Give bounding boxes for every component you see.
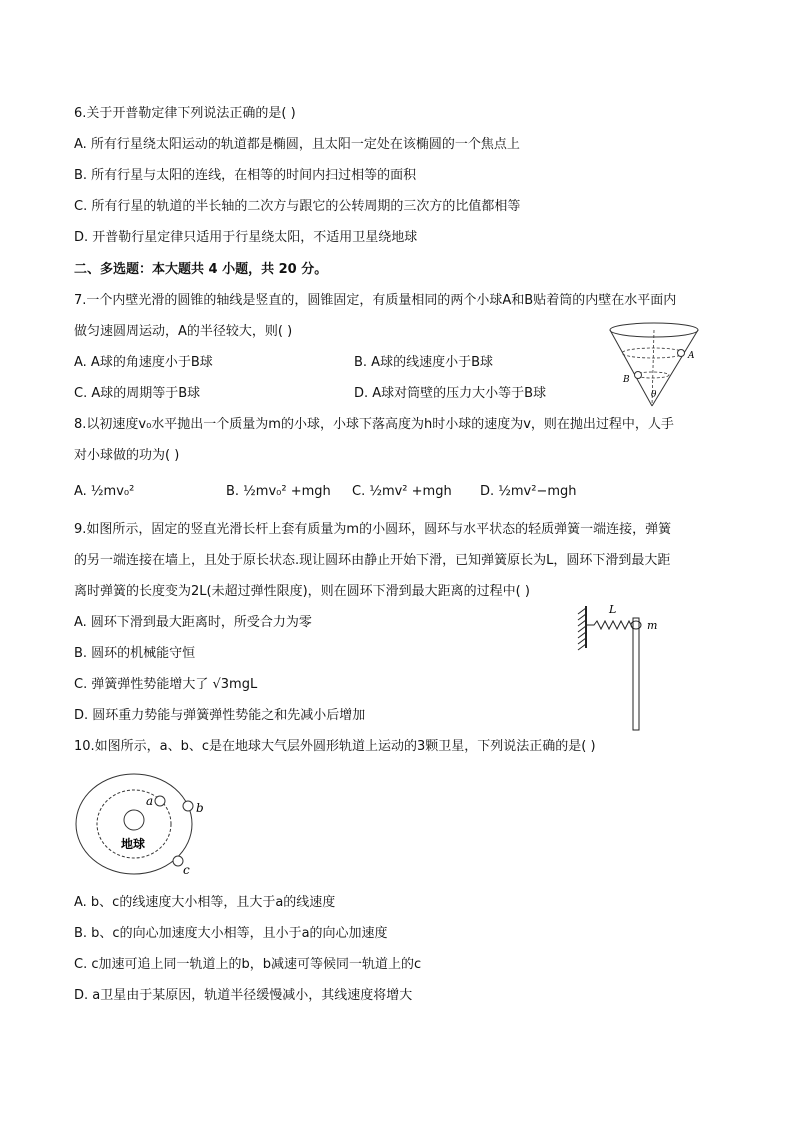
q10-stem: 10.如图所示，a、b、c是在地球大气层外圆形轨道上运动的3颗卫星，下列说法正确的是( ): [74, 739, 596, 754]
q10-option-a: A. b、c的线速度大小相等，且大于a的线速度: [74, 895, 336, 910]
cone-label-a: A: [688, 351, 695, 361]
q8-option-c: C. ½mv² +mgh: [352, 484, 452, 499]
q6-option-d: D. 开普勒行星定律只适用于行星绕太阳，不适用卫星绕地球: [74, 230, 418, 245]
orbit-figure: [72, 768, 212, 880]
q10-option-b: B. b、c的向心加速度大小相等，且小于a的向心加速度: [74, 926, 388, 941]
q10-option-d: D. a卫星由于某原因，轨道半径缓慢减小，其线速度将增大: [74, 988, 413, 1003]
q6-option-b: B. 所有行星与太阳的连线，在相等的时间内扫过相等的面积: [74, 168, 417, 183]
satellite-label-a: a: [146, 794, 154, 808]
q9-stem-line1: 9.如图所示，固定的竖直光滑长杆上套有质量为m的小圆环，圆环与水平状态的轻质弹簧一端连接，弹簧: [74, 522, 672, 537]
q7-option-c: C. A球的周期等于B球: [74, 386, 201, 401]
q7-stem-line2: 做匀速圆周运动，A的半径较大，则( ): [74, 324, 293, 339]
q8-stem-line1: 8.以初速度v₀水平抛出一个质量为m的小球，小球下落高度为h时小球的速度为v，则在抛出过程中，人手: [74, 417, 674, 432]
satellite-label-c: c: [183, 863, 190, 877]
cone-label-b: B: [623, 375, 630, 385]
section-multiple-choice-header: 二、多选题：本大题共 4 小题，共 20 分。: [74, 262, 328, 277]
q7-option-b: B. A球的线速度小于B球: [354, 355, 493, 370]
q10-option-c: C. c加速可追上同一轨道上的b，b减速可等候同一轨道上的c: [74, 957, 422, 972]
q8-stem-line2: 对小球做的功为( ): [74, 448, 180, 463]
q6-option-c: C. 所有行星的轨道的半长轴的二次方与跟它的公转周期的三次方的比值都相等: [74, 199, 521, 214]
q9-option-b: B. 圆环的机械能守恒: [74, 646, 196, 661]
q6-stem: 6.关于开普勒定律下列说法正确的是( ): [74, 106, 296, 121]
q9-stem-line3: 离时弹簧的长度变为2L(未超过弹性限度)，则在圆环下滑到最大距离的过程中( ): [74, 584, 530, 599]
q7-option-d: D. A球对筒壁的压力大小等于B球: [354, 386, 547, 401]
cone-figure: [602, 322, 714, 412]
earth-label: 地球: [121, 837, 146, 851]
q9-option-d: D. 圆环重力势能与弹簧弹性势能之和先减小后增加: [74, 708, 366, 723]
q9-option-c: C. 弹簧弹性势能增大了 √3mgL: [74, 677, 258, 692]
spring-label-l: L: [609, 603, 617, 616]
cone-label-theta: θ: [651, 390, 657, 400]
spring-rod-figure: [574, 600, 694, 735]
q7-option-a: A. A球的角速度小于B球: [74, 355, 213, 370]
q6-option-a: A. 所有行星绕太阳运动的轨道都是椭圆，且太阳一定处在该椭圆的一个焦点上: [74, 137, 520, 152]
q9-option-a: A. 圆环下滑到最大距离时，所受合力为零: [74, 615, 312, 630]
q8-option-d: D. ½mv²−mgh: [480, 484, 577, 499]
satellite-label-b: b: [196, 801, 204, 815]
q8-option-b: B. ½mv₀² +mgh: [226, 484, 331, 499]
q9-stem-line2: 的另一端连接在墙上，且处于原长状态.现让圆环由静止开始下滑，已知弹簧原长为L，圆环下滑到最大距: [74, 553, 671, 568]
q7-stem-line1: 7.一个内壁光滑的圆锥的轴线是竖直的，圆锥固定，有质量相同的两个小球A和B贴着筒的内壁在水平面内: [74, 293, 677, 308]
ring-label-m: m: [647, 619, 658, 632]
q8-option-a: A. ½mv₀²: [74, 484, 135, 499]
